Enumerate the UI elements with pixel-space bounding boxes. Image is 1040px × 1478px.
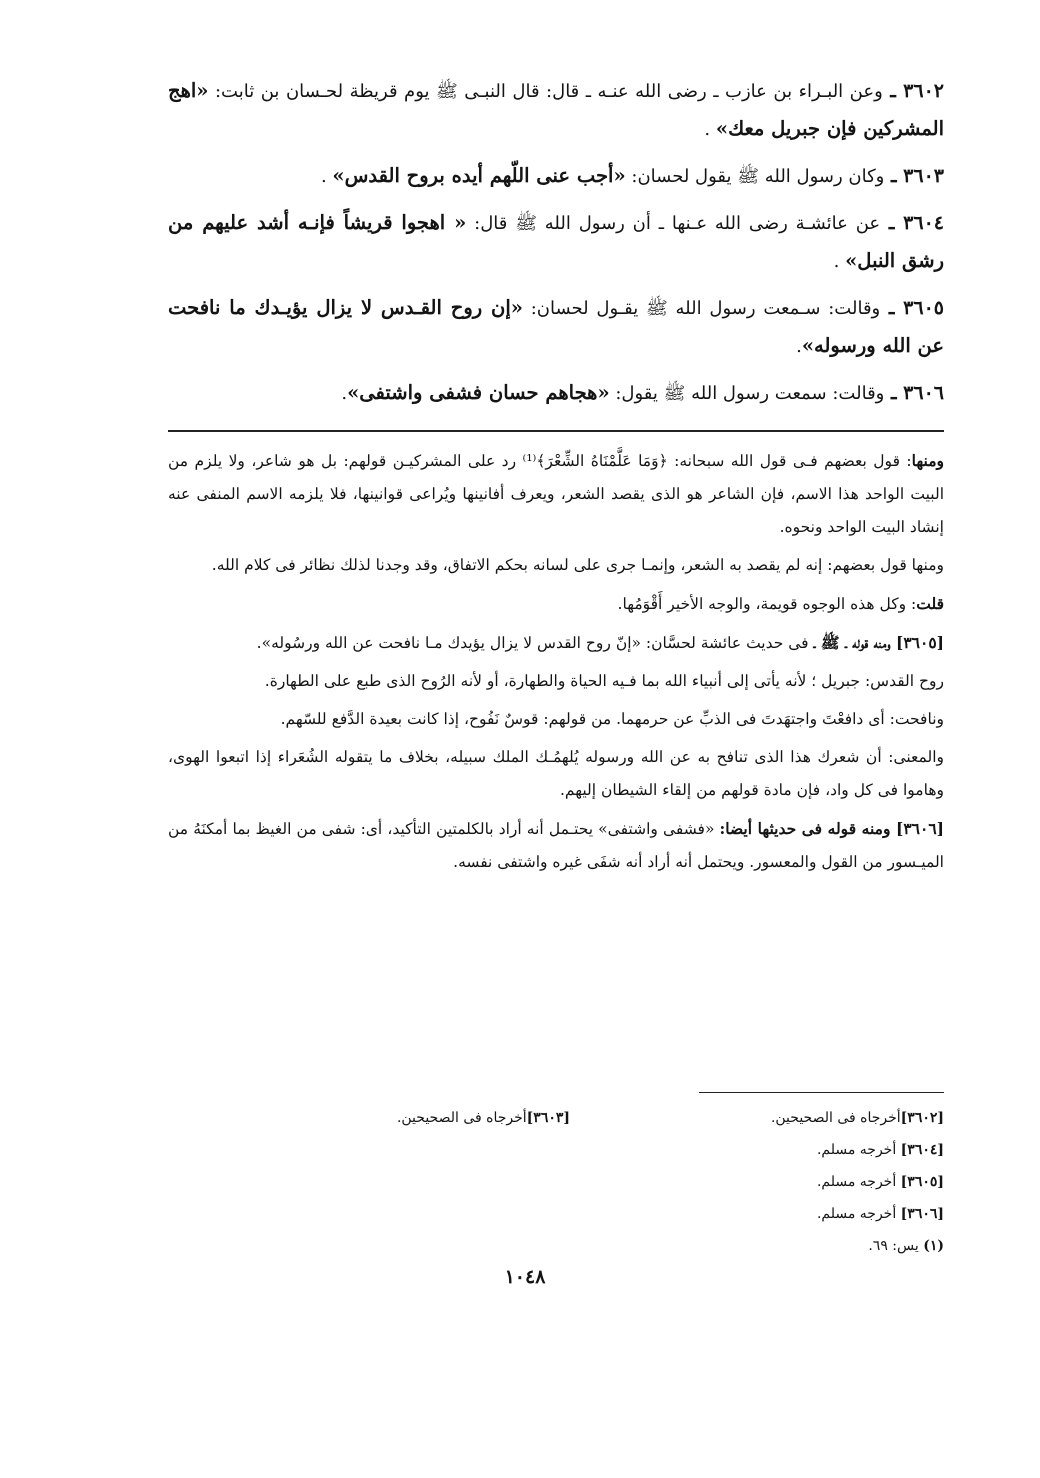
paragraph-lead: ومنها bbox=[911, 451, 944, 470]
hadith-end: . bbox=[341, 383, 348, 404]
footnote-text: أخرجه مسلم. bbox=[816, 1142, 901, 1158]
hadith-number: ٣٦٠٢ bbox=[903, 80, 944, 102]
hadith-3606 bbox=[168, 374, 944, 412]
paragraph-text: فى حديث عائشة لحسَّان: «إنّ روح القدس لا يزال يؤيدك مـا نافحت عن الله ورسُوله». bbox=[256, 634, 814, 652]
paragraph-text: : وكل هذه الوجوه قويمة، والوجه الأخير أَقْوَمُها. bbox=[617, 595, 917, 613]
footnote bbox=[684, 1166, 944, 1198]
footnote-text: أخرجاه فى الصحيحين. bbox=[396, 1110, 527, 1126]
footnote-divider bbox=[699, 1092, 944, 1093]
hadith-text: وكان رسول الله ﷺ يقول لحسان: bbox=[625, 166, 885, 187]
hadith-3604 bbox=[168, 204, 944, 280]
footnote-text: أخرجاه فى الصحيحين. bbox=[770, 1110, 901, 1126]
footnote-ref: [٣٦٠٢] bbox=[900, 1110, 944, 1126]
paragraph-lead: [٣٦٠٥] ومنه قوله ـ ﷺ ـ bbox=[813, 633, 944, 652]
footnote-ref: [٣٦٠٦] bbox=[900, 1206, 944, 1222]
footnote bbox=[310, 1102, 570, 1134]
hadith-3603 bbox=[168, 157, 944, 195]
hadith-quote: «إن روح القـدس لا يزال يؤيـدك ما نافحت عن الله ورسوله» bbox=[168, 296, 944, 357]
hadith-quote: « اهجوا قريشاً فإنـه أشد عليهم من رشق النبل» bbox=[168, 211, 944, 272]
paragraph-text: ونافحت: أى دافعْتَ واجتهَدتَ فى الذبِّ عن حرمهما. من قولهم: قوسٌ نَفُوح، إذا كانت بعيدة الدَّفع للسّهم. bbox=[280, 710, 944, 728]
hadith-bullet: ـ bbox=[884, 165, 904, 187]
paragraph-text: ومنها قول بعضهم: إنه لم يقصد به الشعر، وإنمـا جرى على لسانه بحكم الاتفاق، وقد وجدنا لذلك نظائر فى كلام الله. bbox=[211, 556, 944, 574]
footnotes-left-column bbox=[310, 1102, 570, 1134]
paragraph-lead: [٣٦٠٦] ومنه قوله فى حديثها أيضا: bbox=[719, 819, 944, 838]
hadith-3602 bbox=[168, 72, 944, 148]
footnote-ref: [٣٦٠٤] bbox=[900, 1142, 944, 1158]
footnote-ref: [٣٦٠٣] bbox=[526, 1110, 570, 1126]
hadith-text: وقالت: سـمعت رسول الله ﷺ يقـول لحسان: bbox=[522, 298, 881, 319]
paragraph-text: والمعنى: أن شعرك هذا الذى تنافح به عن الله ورسوله يُلهمُـك الملك سبيله، بخلاف ما يتقوله الشُعَراء إذا اتبعوا الهوى، وهاموا فى كل واد، فإن مادة قولهم من إلقاء الشيطان إليهم. bbox=[168, 748, 944, 799]
hadith-quote: «اهج المشركين فإن جبريل معك» bbox=[168, 79, 944, 140]
hadith-text: وقالت: سمعت رسول الله ﷺ يقول: bbox=[609, 383, 885, 404]
hadith-3605 bbox=[168, 289, 944, 365]
paragraph-text: «فشفى واشتفى» يحتـمل أنه أراد بالكلمتين التأكيد، أى: شفى من الغيظ بما أمكنَهُ من الميـسور من القول والمعسور. ويحتمل أنه أراد أنه شفَى غيره واشتفى نفسه. bbox=[168, 820, 944, 871]
paragraph-lead: قلت bbox=[916, 594, 944, 613]
commentary-paragraph bbox=[168, 587, 944, 621]
footnote-text: أخرجه مسلم. bbox=[816, 1174, 901, 1190]
hadith-number: ٣٦٠٥ bbox=[903, 297, 944, 319]
footnote bbox=[684, 1198, 944, 1230]
paragraph-text: روح القدس: جبريل ؛ لأنه يأتى إلى أنبياء الله بما فـيه الحياة والطهارة، أو لأنه الرُوح الذى طبع على الطهارة. bbox=[264, 672, 944, 690]
hadith-quote: «أجب عنى اللّهم أيده بروح القدس» bbox=[332, 164, 626, 187]
section-divider bbox=[168, 430, 944, 432]
hadith-number: ٣٦٠٣ bbox=[903, 165, 944, 187]
hadith-end: . bbox=[833, 251, 846, 272]
hadith-number: ٣٦٠٤ bbox=[903, 212, 944, 234]
hadith-section bbox=[168, 72, 944, 421]
footnote-ref: [٣٦٠٥] bbox=[900, 1174, 944, 1190]
hadith-end: . bbox=[796, 336, 802, 357]
commentary-paragraph bbox=[168, 626, 944, 660]
hadith-bullet: ـ bbox=[880, 297, 904, 319]
footnote bbox=[684, 1102, 944, 1134]
footnotes-right-column bbox=[684, 1102, 944, 1262]
commentary-paragraph bbox=[168, 665, 944, 698]
footnote bbox=[684, 1134, 944, 1166]
footnote bbox=[684, 1230, 944, 1262]
commentary-section bbox=[168, 444, 944, 884]
hadith-number: ٣٦٠٦ bbox=[903, 382, 944, 404]
commentary-paragraph bbox=[168, 703, 944, 736]
commentary-paragraph bbox=[168, 812, 944, 879]
footnote-ref: (١) bbox=[923, 1238, 944, 1254]
hadith-quote: «هجاهم حسان فشفى واشتفى» bbox=[347, 381, 610, 404]
commentary-paragraph bbox=[168, 741, 944, 807]
footnote-text: يس: ٦٩. bbox=[868, 1238, 924, 1254]
hadith-bullet: ـ bbox=[884, 382, 904, 404]
page-number: ١٠٤٨ bbox=[504, 1266, 546, 1288]
hadith-text: عن عائشـة رضى الله عـنها ـ أن رسول الله ﷺ قال: bbox=[466, 213, 881, 234]
paragraph-text: : قول بعضهم فـى قول الله سبحانه: ﴿وَمَا عَلَّمْنَاهُ الشِّعْرَ﴾⁽¹⁾ رد على المشركيـن قولهم: بل هو شاعر، ولا يلزم من البيت الواحد هذا الاسم، فإن الشاعر هو الذى يقصد الشعر، ويعرف أفانينها ويُراعى قوانينها، فلا يلزمه الاسم المنفى عنه إنشاد البيت الواحد ونحوه. bbox=[168, 452, 945, 536]
hadith-end: . bbox=[704, 119, 716, 140]
hadith-end: . bbox=[320, 166, 333, 187]
hadith-bullet: ـ bbox=[880, 212, 904, 234]
commentary-paragraph bbox=[168, 444, 944, 544]
hadith-text: وعن البـراء بن عازب ـ رضى الله عنـه ـ قال: قال النبـى ﷺ يوم قريظة لحـسان بن ثابت: bbox=[208, 81, 883, 102]
hadith-bullet: ـ bbox=[882, 80, 904, 102]
footnote-text: أخرجه مسلم. bbox=[816, 1206, 901, 1222]
commentary-paragraph bbox=[168, 549, 944, 582]
